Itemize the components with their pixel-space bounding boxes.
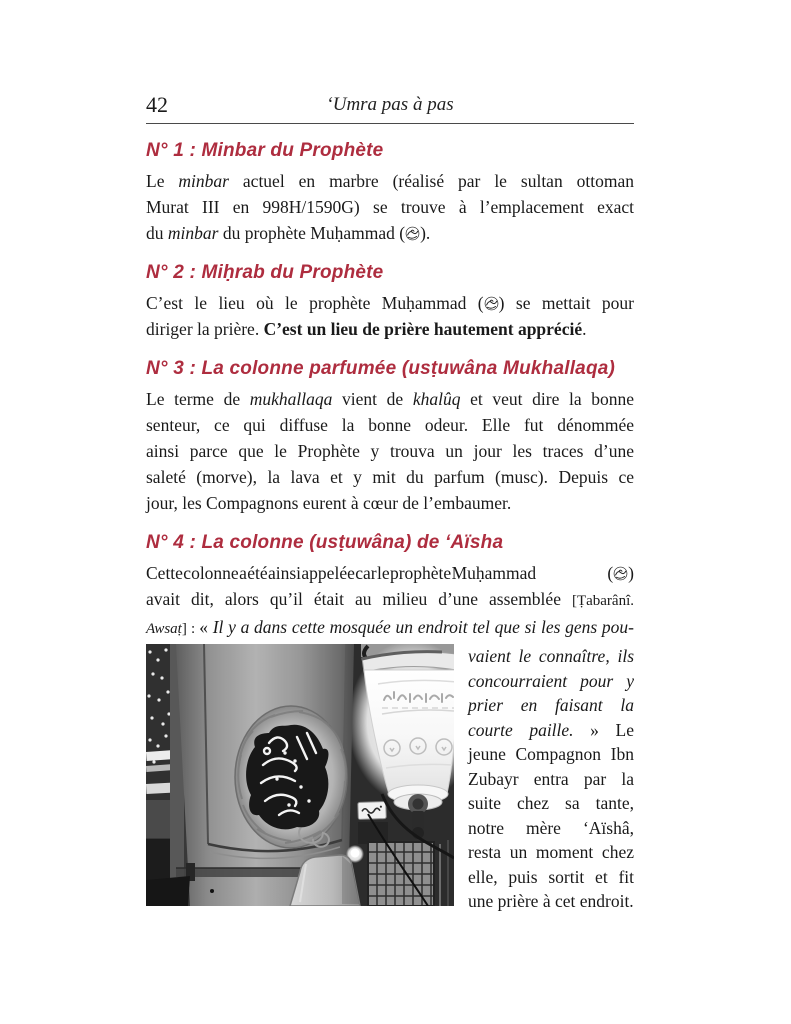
- body-paragraph: [146, 290, 634, 342]
- book-page: [146, 92, 634, 914]
- grid-window: [368, 842, 434, 906]
- section-heading: N° 2 : Miḥrab du Prophète: [146, 262, 384, 283]
- text-line: Cette colonne a été ainsi appelée car le prophète Muḥammad ( ): [146, 563, 634, 583]
- text-line: saleté (morve), la lava et y mit du parfum (musc). Depuis ce: [146, 467, 634, 487]
- honorific-saw-icon: [405, 226, 420, 241]
- section-heading: N° 4 : La colonne (usṭuwâna) de ‘Aïsha: [146, 532, 504, 553]
- section-heading: N° 3 : La colonne parfumée (usṭuwâna Mukhallaqa): [146, 358, 616, 379]
- page-number: 42: [146, 92, 168, 117]
- text-line: Murat III en 998H/1590G) se trouve à l’emplacement exact: [146, 197, 634, 217]
- text-line: ainsi parce que le Prophète y trouva un jour les traces d’une: [146, 441, 634, 461]
- text-line: Le minbar actuel en marbre (réalisé par le sultan ottoman: [146, 171, 634, 191]
- text-line: Awsaṭ] : « Il y a dans cette mosquée un endroit tel que si les gens pou-: [146, 617, 634, 637]
- lit-sign: [358, 802, 387, 820]
- text-line: Le terme de mukhallaqa vient de khalûq et veut dire la bonne: [146, 389, 635, 409]
- body-paragraph: [146, 386, 634, 516]
- calligraphy-medallion: [235, 706, 347, 848]
- text-line: jour, les Compagnons eurent à cœur de l’embaumer.: [146, 493, 512, 513]
- body-paragraph: [146, 560, 634, 642]
- honorific-saw-icon: [484, 296, 499, 311]
- page-content: [146, 138, 634, 642]
- section-heading: N° 1 : Minbar du Prophète: [146, 140, 384, 161]
- text-line: senteur, ce qui diffuse la bonne odeur. Elle fut dénommée: [146, 415, 634, 435]
- honorific-saw-icon: [613, 566, 628, 581]
- column-photo: [146, 644, 454, 906]
- wrapped-paragraph: vaient le connaître, ils concourraient pour y prier en faisant la courte paille. » Le jeune Compagnon Ibn Zubayr entra par la suite chez sa tante, notre mère ‘Aïshâ, resta un moment chez elle, puis sortit et fit une prière à cet endroit.: [468, 646, 634, 911]
- floor-shadow: [146, 876, 190, 906]
- text-line: avait dit, alors qu’il était au milieu d’une assemblée [Ṭabarânî.: [146, 589, 634, 609]
- page-header: [146, 92, 634, 124]
- text-line: diriger la prière. C’est un lieu de prière hautement apprécié.: [146, 319, 587, 339]
- text-line: du minbar du prophète Muḥammad ( ).: [146, 223, 431, 243]
- figure-row: [146, 644, 634, 914]
- running-head: ‘Umra pas à pas: [326, 94, 454, 115]
- text-line: C’est le lieu où le prophète Muḥammad ( ) se mettait pour: [146, 293, 635, 313]
- body-paragraph: [146, 168, 634, 246]
